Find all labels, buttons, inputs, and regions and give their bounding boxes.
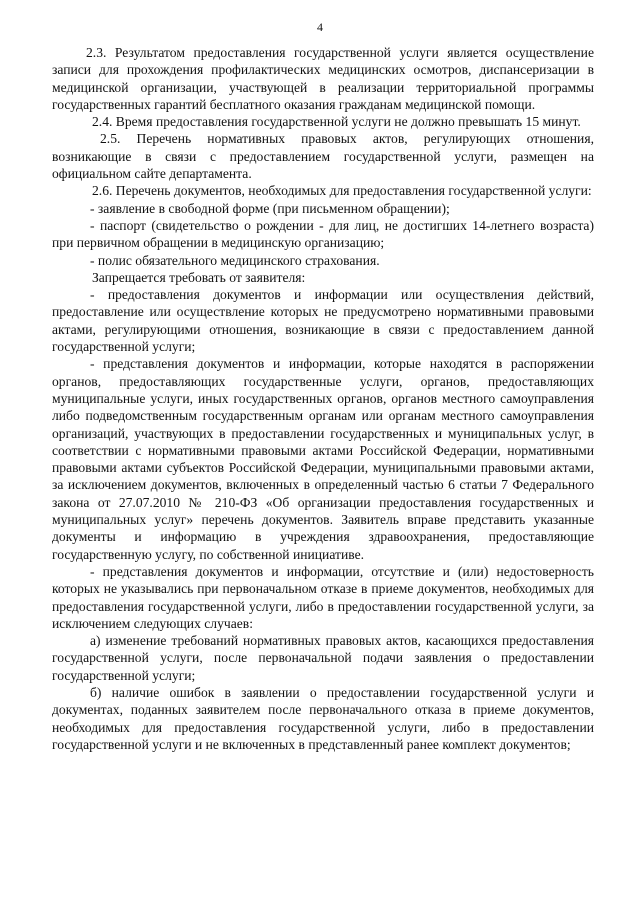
prohibition-heading: Запрещается требовать от заявителя: xyxy=(92,269,306,285)
document-body xyxy=(52,44,594,753)
prohibition-item-3: - представления документов и информации, отсутствие и (или) недостоверность которых не указывались при первоначальном отказе в приеме документов, необходимых для предоставления государственной услуги, либо в предоставлении государственной услуги, за исключением следующих случаев: xyxy=(52,563,594,631)
list-item-application: - заявление в свободной форме (при письменном обращении); xyxy=(90,200,450,216)
list-item-passport: - паспорт (свидетельство о рождении - для лиц, не достигших 14-летнего возраста) при первичном обращении в медицинскую организацию; xyxy=(52,217,594,251)
prohibition-item-1: - предоставления документов и информации или осуществления действий, предоставление или осуществление которых не предусмотрено нормативными правовыми актами, регулирующими отношения, возникающие в связи с предоставлением данной государственной услуги; xyxy=(52,287,594,355)
paragraph-2-6: 2.6. Перечень документов, необходимых для предоставления государственной услуги: xyxy=(92,183,592,199)
page-number: 4 xyxy=(317,20,323,34)
exception-b: б) наличие ошибок в заявлении о предоставлении государственной услуги и документах, поданных заявителем после первоначального отказа в приеме документов, необходимых для предоставления государственной услуги, либо в предоставлении государственной услуги и не включенных в представленный ранее комплект документов; xyxy=(52,684,594,752)
prohibition-item-2: - представления документов и информации, которые находятся в распоряжении органов, предоставляющих государственные услуги, органов, предоставляющих муниципальные услуги, иных государственных органов, органов местного самоуправления либо подведомственным государственным органам или органам местного самоуправления организаций, участвующих в предоставлении государственных и муниципальных услуг, в соответствии с нормативными правовыми актами Российской Федерации, нормативными правовыми актами субъектов Российской Федерации, муниципальными правовыми актами, за исключением документов, включенных в определенный частью 6 статьи 7 Федерального закона от 27.07.2010 № 210-ФЗ «Об организации предоставления государственных и муниципальных услуг» перечень документов. Заявитель вправе представить указанные документы и информацию в учреждения здравоохранения, предоставляющие государственную услугу, по собственной инициативе. xyxy=(52,356,594,562)
paragraph-2-4: 2.4. Время предоставления государственной услуги не должно превышать 15 минут. xyxy=(92,114,581,130)
exception-a: а) изменение требований нормативных правовых актов, касающихся предоставления государственной услуги, после первоначальной подачи заявления о предоставлении государственной услуги; xyxy=(52,633,594,683)
list-item-insurance-policy: - полис обязательного медицинского страхования. xyxy=(90,252,380,268)
paragraph-2-3: 2.3. Результатом предоставления государственной услуги является осуществление записи для прохождения профилактических медицинских осмотров, диспансеризации в медицинской организации, участвующей в реализации территориальной программы государственных гарантий бесплатного оказания гражданам медицинской помощи. xyxy=(52,45,594,112)
paragraph-2-5: 2.5. Перечень нормативных правовых актов, регулирующих отношения, возникающие в связи с предоставлением государственной услуги, размещен на официальном сайте департамента. xyxy=(52,131,594,182)
